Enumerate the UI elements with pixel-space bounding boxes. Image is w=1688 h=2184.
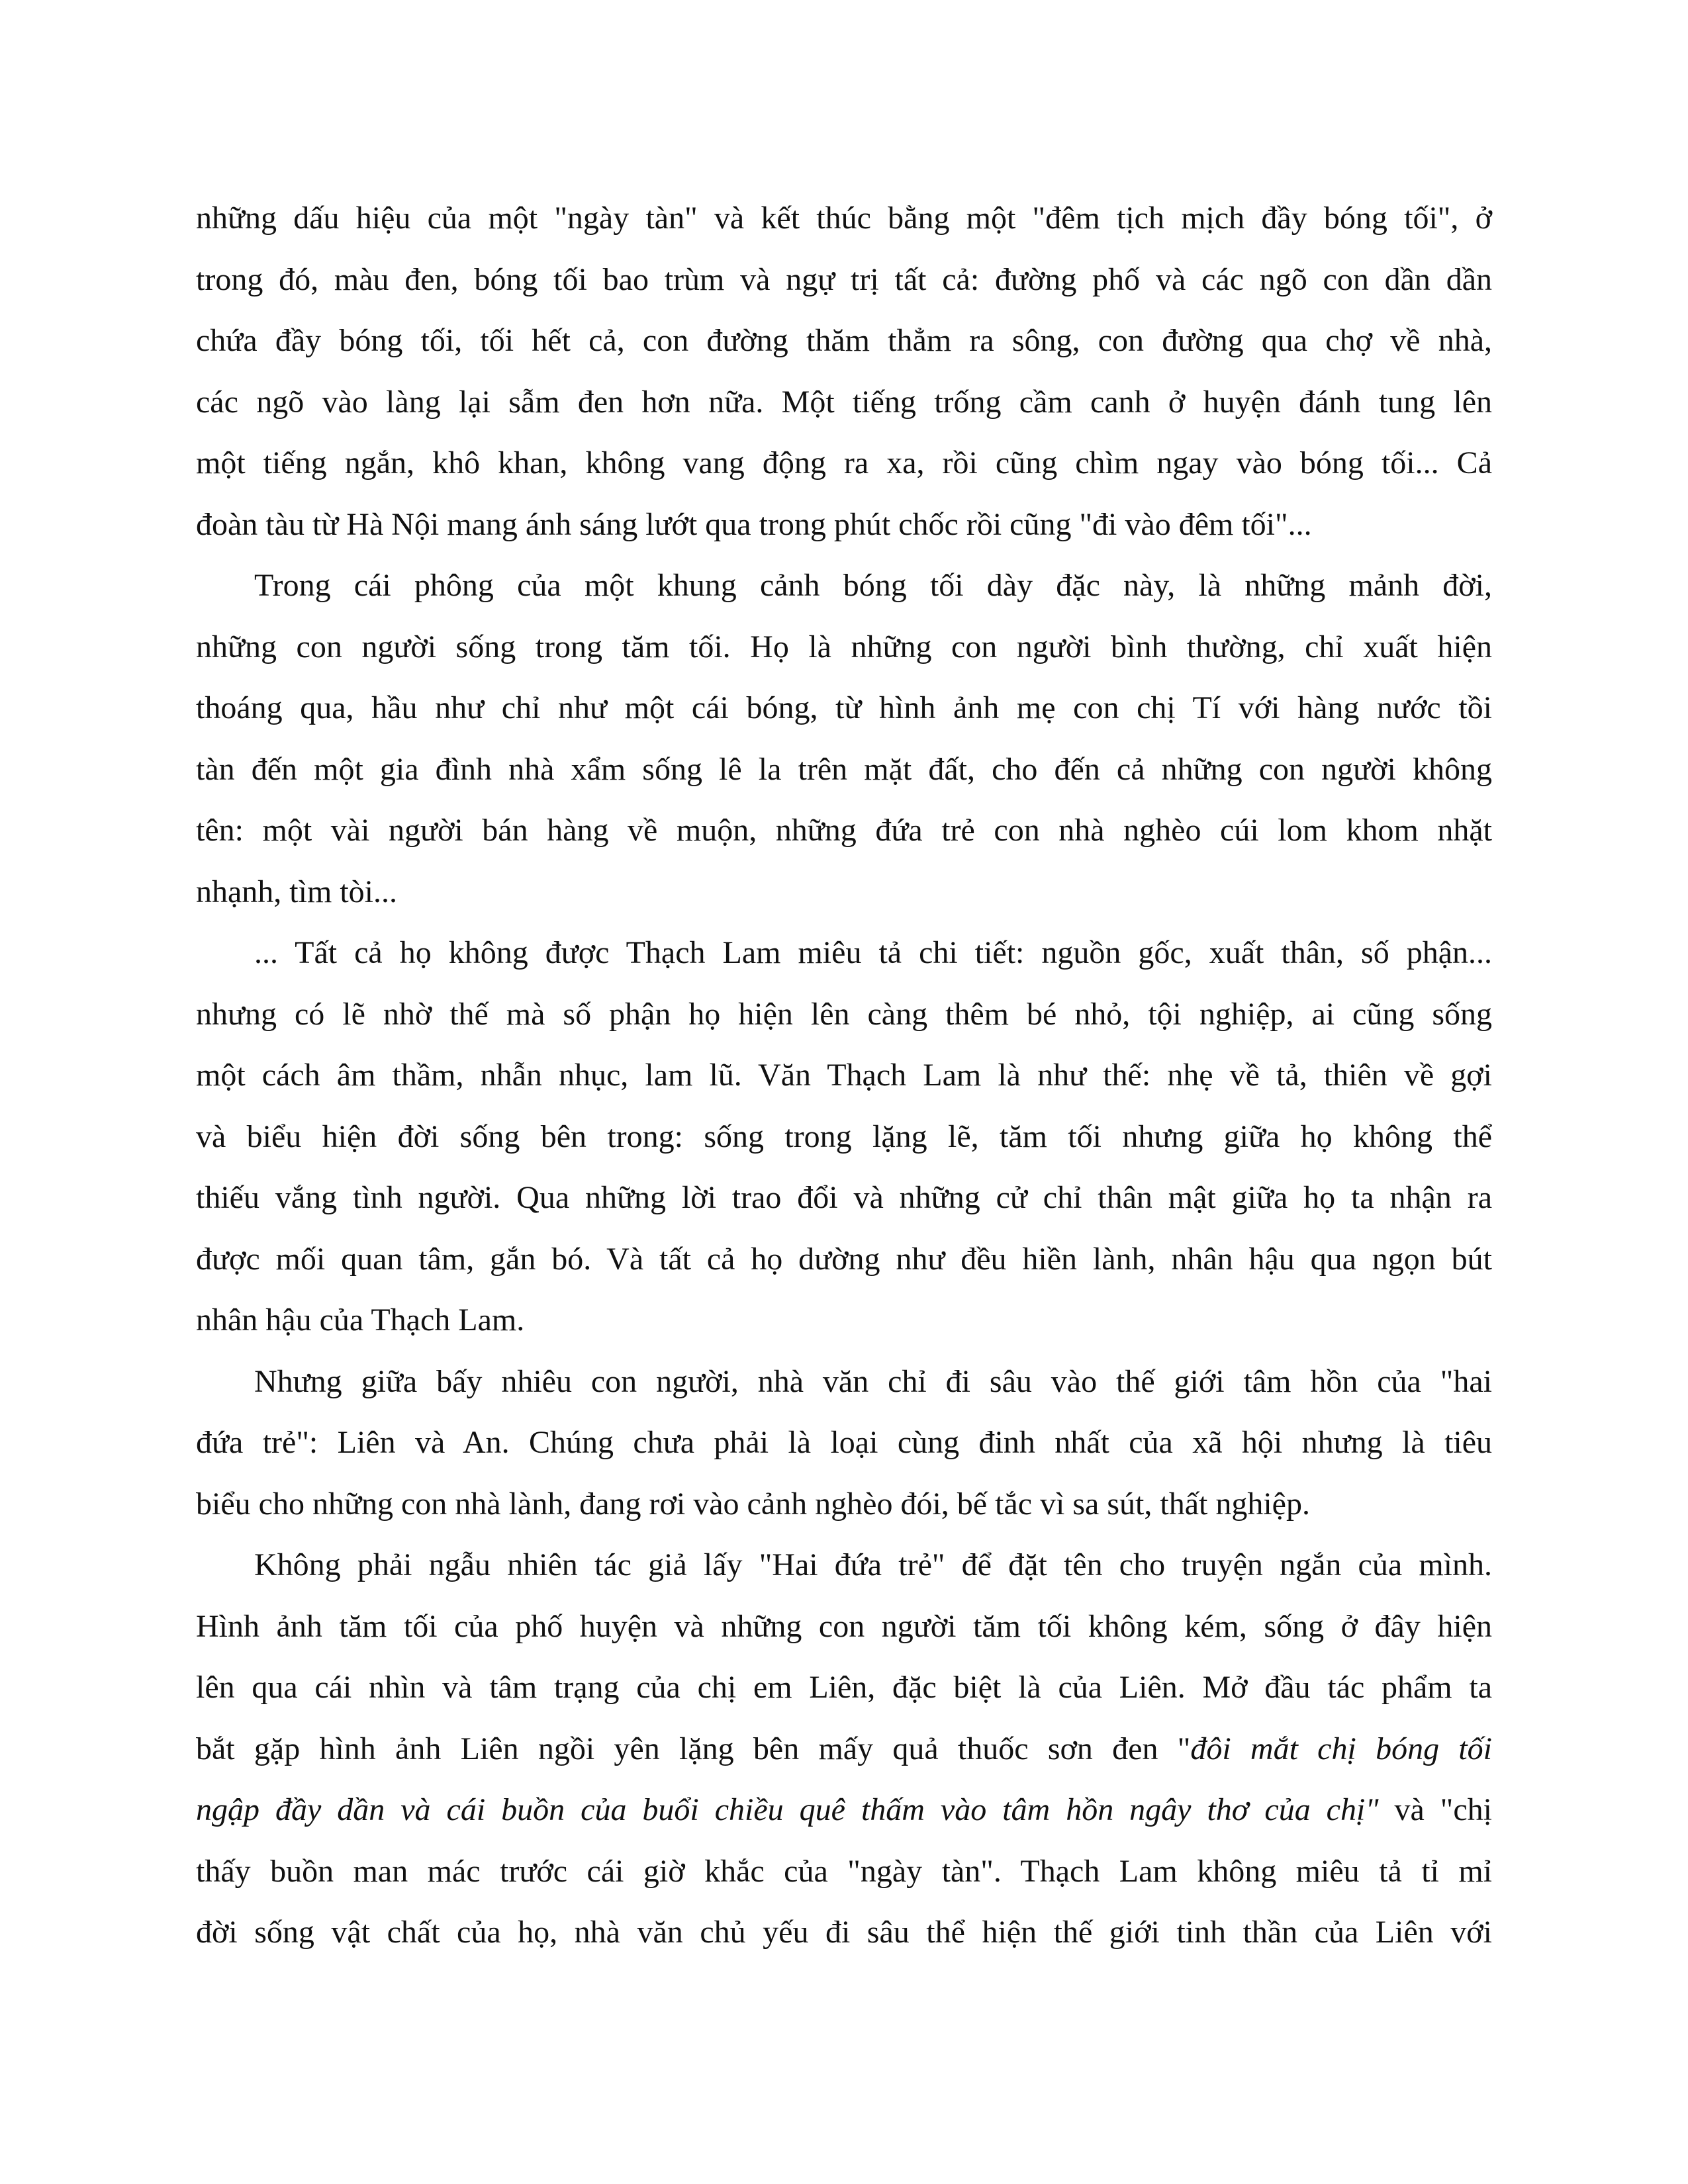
text-run: và "chị bbox=[1378, 1792, 1492, 1827]
text-line: đứa trẻ": Liên và An. Chúng chưa phải là loại cùng đinh nhất của xã hội nhưng là tiêu bbox=[196, 1425, 1492, 1460]
paragraph-3 bbox=[196, 923, 1492, 1351]
text-line: ... Tất cả họ không được Thạch Lam miêu tả chi tiết: nguồn gốc, xuất thân, số phận... bbox=[254, 935, 1492, 970]
text-line: được mối quan tâm, gắn bó. Và tất cả họ dường như đều hiền lành, nhân hậu qua ngọn bút bbox=[196, 1241, 1492, 1277]
text-line-with-quote bbox=[196, 1719, 1492, 1780]
text-run: bắt gặp hình ảnh Liên ngồi yên lặng bên mấy quả thuốc sơn đen " bbox=[196, 1731, 1191, 1766]
text-line: tên: một vài người bán hàng về muộn, những đứa trẻ con nhà nghèo cúi lom khom nhặt bbox=[196, 813, 1492, 848]
text-line: một cách âm thầm, nhẫn nhục, lam lũ. Văn Thạch Lam là như thế: nhẹ về tả, thiên về gợi bbox=[196, 1058, 1492, 1093]
text-line: tàn đến một gia đình nhà xẩm sống lê la trên mặt đất, cho đến cả những con người không bbox=[196, 751, 1492, 787]
paragraph-1 bbox=[196, 188, 1492, 555]
text-line: nhưng có lẽ nhờ thế mà số phận họ hiện lên càng thêm bé nhỏ, tội nghiệp, ai cũng sống bbox=[196, 996, 1492, 1032]
paragraph-5 bbox=[196, 1535, 1492, 1964]
text-line: biểu cho những con nhà lành, đang rơi vào cảnh nghèo đói, bế tắc vì sa sút, thất nghiệp. bbox=[196, 1486, 1310, 1522]
text-line: và biểu hiện đời sống bên trong: sống trong lặng lẽ, tăm tối nhưng giữa họ không thể bbox=[196, 1118, 1492, 1154]
text-line: đoàn tàu từ Hà Nội mang ánh sáng lướt qua trong phút chốc rồi cũng "đi vào đêm tối"... bbox=[196, 506, 1312, 542]
text-line: nhạnh, tìm tòi... bbox=[196, 874, 397, 909]
text-line: thiếu vắng tình người. Qua những lời trao đổi và những cử chỉ thân mật giữa họ ta nhận ra bbox=[196, 1180, 1492, 1215]
text-line: trong đó, màu đen, bóng tối bao trùm và ngự trị tất cả: đường phố và các ngõ con dần dần bbox=[196, 261, 1492, 297]
text-line: những dấu hiệu của một "ngày tàn" và kết thúc bằng một "đêm tịch mịch đầy bóng tối", ở bbox=[196, 201, 1492, 236]
italic-quote: ngập đầy dần và cái buồn của buổi chiều quê thấm vào tâm hồn ngây thơ của chị" bbox=[196, 1792, 1379, 1827]
text-line: Không phải ngẫu nhiên tác giả lấy "Hai đứa trẻ" để đặt tên cho truyện ngắn của mình. bbox=[254, 1547, 1492, 1582]
paragraph-2 bbox=[196, 555, 1492, 923]
text-line: những con người sống trong tăm tối. Họ là những con người bình thường, chỉ xuất hiện bbox=[196, 629, 1492, 664]
text-line: đời sống vật chất của họ, nhà văn chủ yếu đi sâu thể hiện thế giới tinh thần của Liên với bbox=[196, 1915, 1492, 1950]
text-line: các ngõ vào làng lại sẫm đen hơn nữa. Một tiếng trống cầm canh ở huyện đánh tung lên bbox=[196, 384, 1492, 420]
text-line: thấy buồn man mác trước cái giờ khắc của "ngày tàn". Thạch Lam không miêu tả tỉ mỉ bbox=[196, 1853, 1492, 1889]
italic-quote: đôi mắt chị bóng tối bbox=[1190, 1731, 1492, 1766]
text-line: lên qua cái nhìn và tâm trạng của chị em Liên, đặc biệt là của Liên. Mở đầu tác phẩm ta bbox=[196, 1670, 1492, 1705]
text-line: Trong cái phông của một khung cảnh bóng tối dày đặc này, là những mảnh đời, bbox=[254, 568, 1492, 603]
text-line-with-quote bbox=[196, 1780, 1492, 1841]
paragraph-4 bbox=[196, 1351, 1492, 1535]
text-line: Hình ảnh tăm tối của phố huyện và những con người tăm tối không kém, sống ở đây hiện bbox=[196, 1608, 1492, 1644]
text-line: một tiếng ngắn, khô khan, không vang động ra xa, rồi cũng chìm ngay vào bóng tối... Cả bbox=[196, 445, 1492, 480]
body-text bbox=[196, 188, 1492, 1964]
text-line: nhân hậu của Thạch Lam. bbox=[196, 1302, 525, 1338]
text-line: Nhưng giữa bấy nhiêu con người, nhà văn chỉ đi sâu vào thế giới tâm hồn của "hai bbox=[254, 1363, 1492, 1399]
text-line: chứa đầy bóng tối, tối hết cả, con đường thăm thẳm ra sông, con đường qua chợ về nhà, bbox=[196, 323, 1492, 358]
text-line: thoáng qua, hầu như chỉ như một cái bóng, từ hình ảnh mẹ con chị Tí với hàng nước tồi bbox=[196, 690, 1492, 725]
